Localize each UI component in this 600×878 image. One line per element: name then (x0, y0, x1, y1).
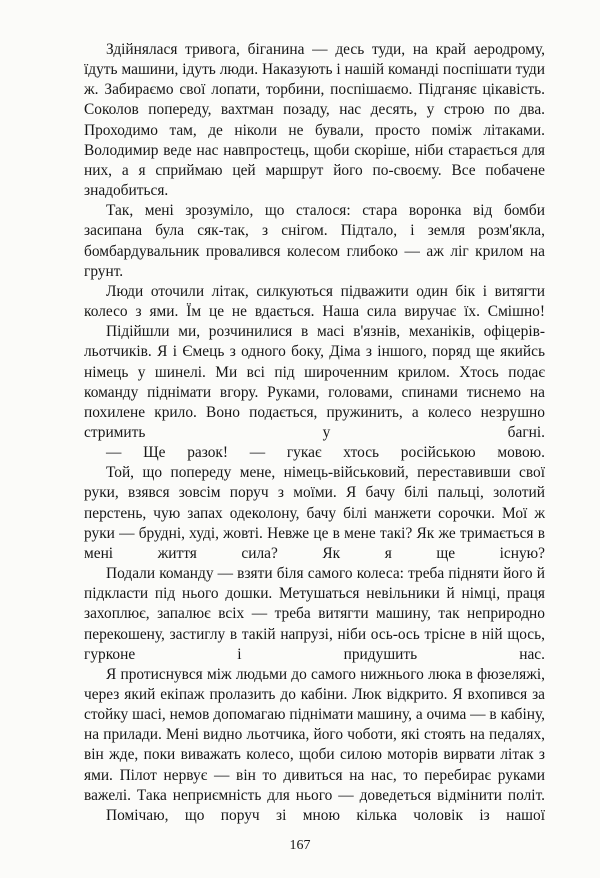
paragraph-9: Помічаю, що поруч зі мною кілька чоловік із нашої (106, 806, 545, 824)
paragraph-6: Той, що попереду мене, німець-військовий, переставивши свої руки, взявся зовсім поруч з моїми. Я бачу білі пальці, золотий перстень, чую запах одеколону, бачу білі манжети сорочки. Мої ж руки — брудні, худі, жовті. Невже це в мене такі? Як же тримається в мені життя сила? Як я ще існую? (84, 464, 545, 562)
paragraph-4: Підійшли ми, розчинилися в масі в'язнів, механіків, офіцерів-льотчиків. Я і Ємець з одного боку, Діма з іншого, поряд ще якийсь німець у шинелі. Ми всі під широченним крилом. Хтось подає команду піднімати вгору. Руками, головами, спинами тиснемо на похилене крило. Воно подається, пружинить, а колесо незрушно стримить у багні. (84, 323, 545, 441)
paragraph-1: Здійнялася тривога, біганина — десь туди, на край аеродрому, їдуть машини, ідуть люди. Наказують і нашій команді поспішати туди ж. Забираємо свої лопати, торбини, поспішаємо. Підганяє цікавість. Соколов попереду, вахтман позаду, нас десять, у строю по два. Проходимо там, де ніколи не бували, просто поміж літаками. Володимир веде нас навпростець, щоби скоріше, ніби старається для них, а я сприймаю цей маршрут його по-своєму. Все побачене знадобиться. (84, 41, 545, 200)
paragraph-7: Подали команду — взяти біля самого колеса: треба підняти його й підкласти під нього дошки. Метушаться невільники й німці, праця захоплює, запалює всіх — треба витягти машину, так неприродно перекошену, застиглу в такій напрузі, ніби ось-ось трісне в ній щось, гурконе і придушить нас. (84, 565, 545, 663)
page-number: 167 (289, 838, 311, 853)
paragraph-2: Так, мені зрозуміло, що сталося: стара воронка від бомби засипана була сяк-так, з снігом. Підтало, і земля розм'якла, бомбардувальник провалився колесом глибоко — аж ліг крилом на грунт. (84, 202, 545, 280)
body-text (84, 40, 545, 826)
paragraph-8: Я протиснувся між людьми до самого нижнього люка в фюзеляжі, через який екіпаж пролазить до кабіни. Люк відкрито. Я вхопився за стойку шасі, немов допомагаю піднімати машину, а очима — в кабіну, на прилади. Мені видно льотчика, його чоботи, які стоять на педалях, він жде, поки виважать колесо, щоби силою моторів вирвати літак з ями. Пілот нервує — він то дивиться на нас, то перебирає руками важелі. Така неприємність для нього — доведеться відмінити політ. (84, 665, 545, 804)
paragraph-5: — Ще разок! — гукає хтось російською мовою. (106, 444, 545, 462)
paragraph-3: Люди оточили літак, силкуються підважити один бік і витягти колесо з ями. Їм це не вдається. Наша сила виручає їх. Смішно! (84, 282, 545, 321)
